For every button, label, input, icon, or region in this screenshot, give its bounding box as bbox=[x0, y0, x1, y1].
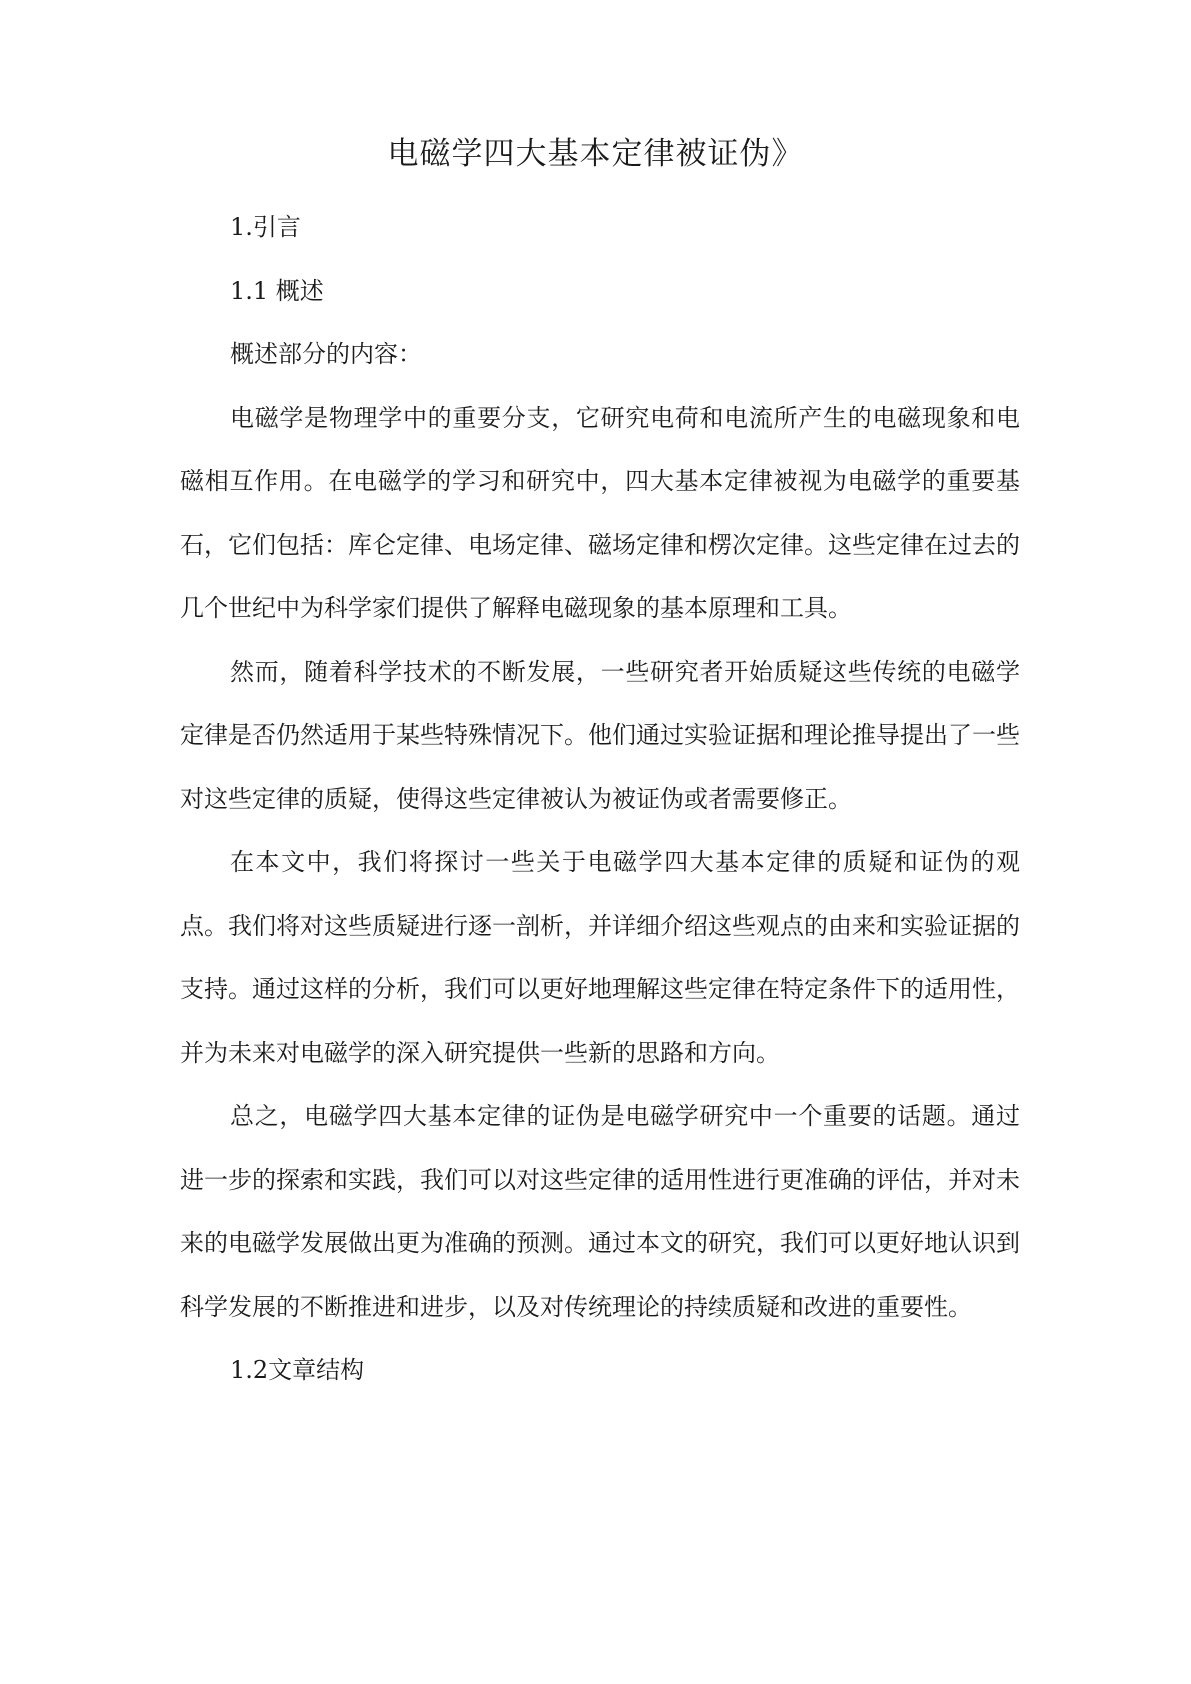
paragraph-summary: 总之，电磁学四大基本定律的证伪是电磁学研究中一个重要的话题。通过进一步的探索和实践，我们可以对这些定律的适用性进行更准确的评估，并对未来的电磁学发展做出更为准确的预测。通过本文的研究，我们可以更好地认识到科学发展的不断推进和进步，以及对传统理论的持续质疑和改进的重要性。 bbox=[180, 1102, 1020, 1321]
document-title: 电磁学四大基本定律被证伪》 bbox=[387, 136, 804, 172]
paragraph-introduction: 电磁学是物理学中的重要分支，它研究电荷和电流所产生的电磁现象和电磁相互作用。在电磁学的学习和研究中，四大基本定律被视为电磁学的重要基石，它们包括：库仑定律、电场定律、磁场定律和楞次定律。这些定律在过去的几个世纪中为科学家们提供了解释电磁现象的基本原理和工具。 bbox=[180, 403, 1020, 622]
section-heading-introduction: 1.引言 bbox=[230, 213, 301, 241]
paragraph-doubts: 然而，随着科学技术的不断发展，一些研究者开始质疑这些传统的电磁学定律是否仍然适用于某些特殊情况下。他们通过实验证据和理论推导提出了一些对这些定律的质疑，使得这些定律被认为被证伪或者需要修正。 bbox=[180, 657, 1020, 813]
overview-label: 概述部分的内容： bbox=[230, 340, 422, 368]
section-heading-structure: 1.2文章结构 bbox=[230, 1356, 365, 1384]
paragraph-scope: 在本文中，我们将探讨一些关于电磁学四大基本定律的质疑和证伪的观点。我们将对这些质疑进行逐一剖析，并详细介绍这些观点的由来和实验证据的支持。通过这样的分析，我们可以更好地理解这些定律在特定条件下的适用性，并为未来对电磁学的深入研究提供一些新的思路和方向。 bbox=[180, 848, 1020, 1067]
document-body bbox=[180, 196, 1020, 1403]
section-heading-overview: 1.1 概述 bbox=[230, 276, 324, 305]
